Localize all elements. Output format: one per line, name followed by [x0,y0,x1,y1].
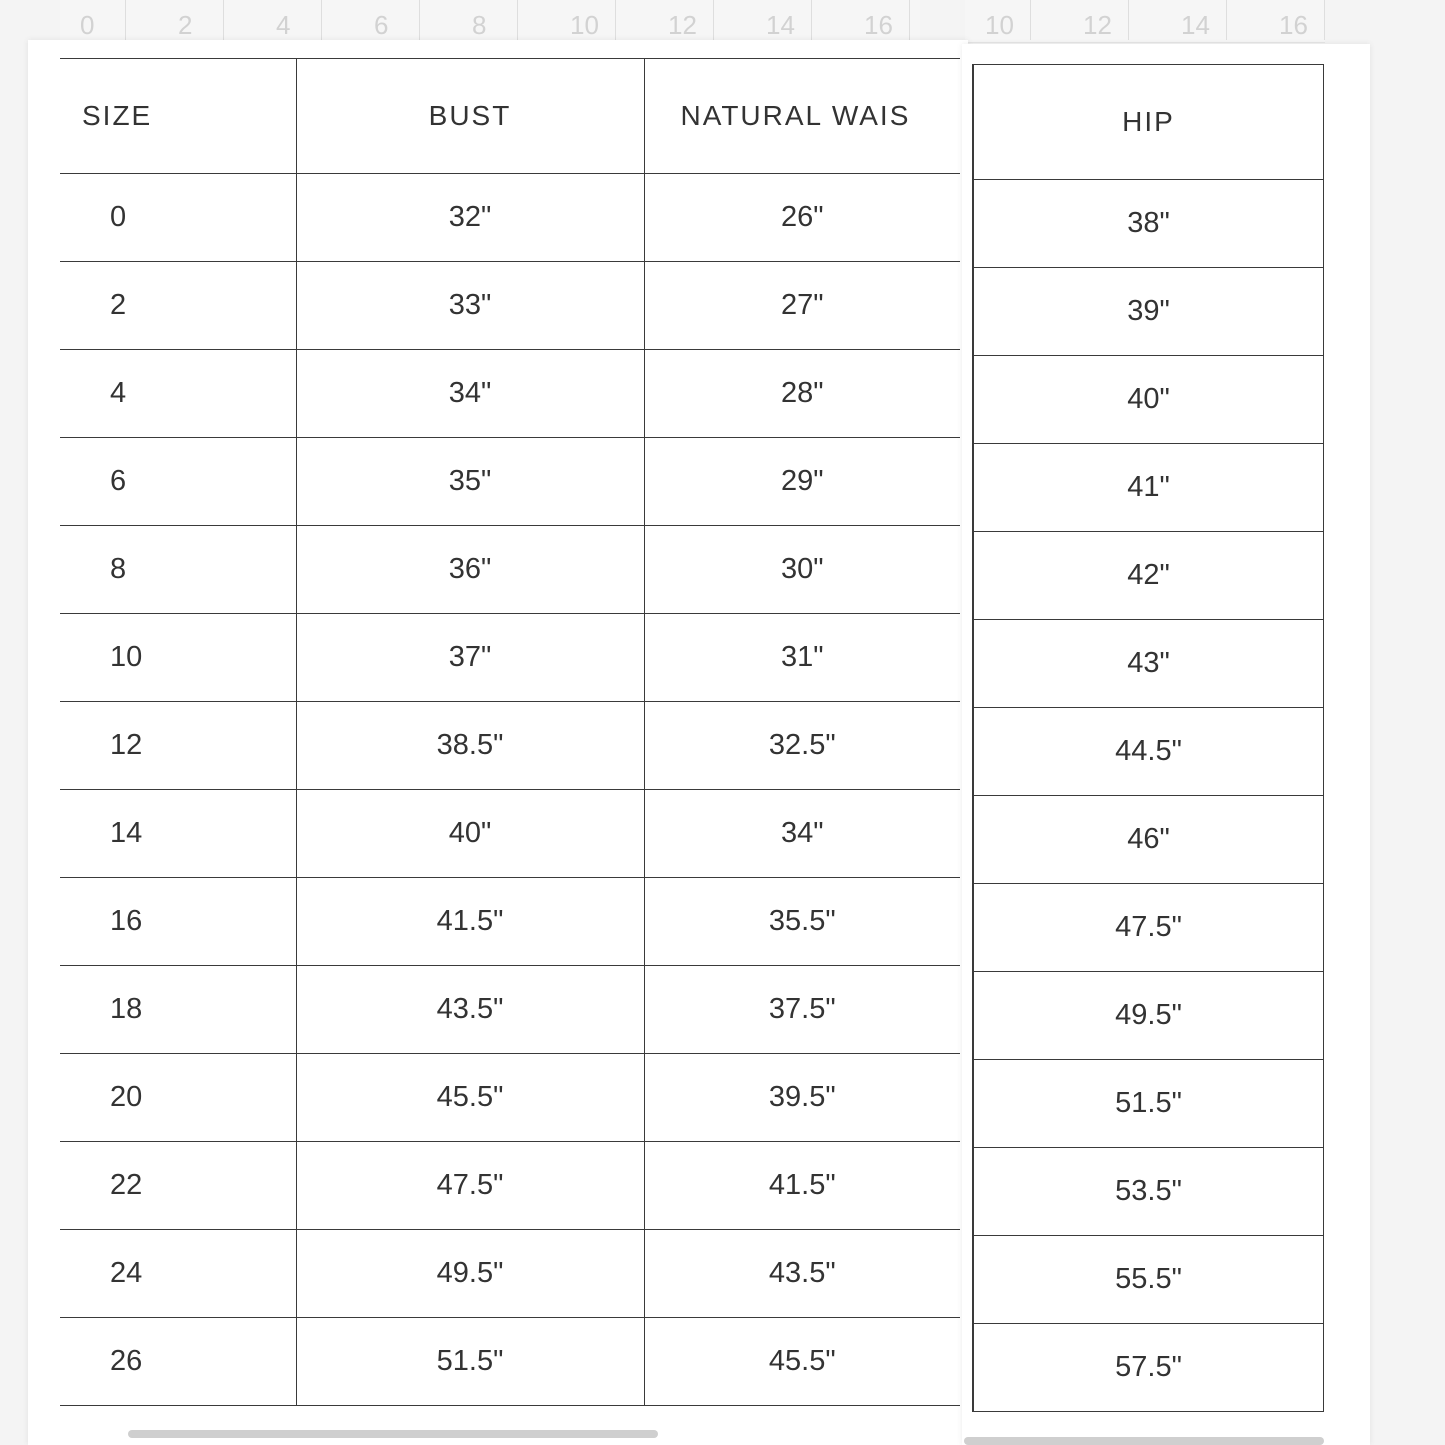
ruler-tick [713,0,714,40]
ruler-number: 6 [374,10,389,40]
ruler-number: 10 [570,10,599,40]
bust-cell: 45.5" [296,1054,644,1142]
table-row [60,526,960,614]
size-cell: 6 [60,438,296,526]
ruler-number: 4 [276,10,291,40]
waist-cell: 27" [644,262,960,350]
bust-cell: 38.5" [296,702,644,790]
hip-cell: 55.5" [973,1236,1324,1324]
waist-cell: 30" [644,526,960,614]
table-row [60,1142,960,1230]
bust-cell: 43.5" [296,966,644,1054]
table-row [60,1318,960,1406]
waist-cell: 41.5" [644,1142,960,1230]
waist-cell: 43.5" [644,1230,960,1318]
table-row [60,262,960,350]
ruler-tick [1128,0,1129,40]
size-cell: 26 [60,1318,296,1406]
table-row [973,972,1324,1060]
bust-cell: 36" [296,526,644,614]
table-row [973,356,1324,444]
bust-cell: 49.5" [296,1230,644,1318]
natural-waist-column-header: NATURAL WAIS [644,59,960,174]
size-cell: 20 [60,1054,296,1142]
table-row [60,438,960,526]
table-row [973,1060,1324,1148]
ruler-tick [811,0,812,40]
ruler-tick [517,0,518,40]
table-header-row [60,59,960,174]
bust-cell: 33" [296,262,644,350]
ruler-number: 8 [472,10,487,40]
size-cell: 10 [60,614,296,702]
table-row [973,532,1324,620]
hip-cell: 38" [973,180,1324,268]
horizontal-scrollbar[interactable] [128,1430,658,1438]
hip-column-header: HIP [973,65,1324,180]
table-row [60,174,960,262]
size-cell: 8 [60,526,296,614]
hip-cell: 39" [973,268,1324,356]
ruler-number: 12 [668,10,697,40]
ruler-tick [909,0,910,40]
hip-cell: 43" [973,620,1324,708]
size-cell: 0 [60,174,296,262]
hip-cell: 57.5" [973,1324,1324,1412]
ruler-tick [223,0,224,40]
bust-cell: 32" [296,174,644,262]
waist-cell: 37.5" [644,966,960,1054]
waist-cell: 26" [644,174,960,262]
hip-cell: 44.5" [973,708,1324,796]
waist-cell: 28" [644,350,960,438]
size-chart-table [60,58,960,1406]
hip-cell: 47.5" [973,884,1324,972]
bust-column-header: BUST [296,59,644,174]
size-chart-panel [28,40,968,1445]
table-row [60,614,960,702]
bust-cell: 47.5" [296,1142,644,1230]
table-row [60,702,960,790]
size-cell: 22 [60,1142,296,1230]
ruler-number: 16 [864,10,893,40]
hip-cell: 51.5" [973,1060,1324,1148]
table-row [60,350,960,438]
waist-cell: 31" [644,614,960,702]
table-row [973,884,1324,972]
hip-cell: 46" [973,796,1324,884]
table-row [973,796,1324,884]
waist-cell: 35.5" [644,878,960,966]
ruler-number: 12 [1083,10,1112,40]
background-ruler-right [965,0,1325,43]
size-cell: 24 [60,1230,296,1318]
ruler-number: 0 [80,10,95,40]
size-cell: 12 [60,702,296,790]
ruler-number: 14 [1181,10,1210,40]
ruler-number: 10 [985,10,1014,40]
ruler-number: 16 [1279,10,1308,40]
waist-cell: 34" [644,790,960,878]
table-row [973,1236,1324,1324]
waist-cell: 45.5" [644,1318,960,1406]
size-column-header: SIZE [60,59,296,174]
waist-cell: 39.5" [644,1054,960,1142]
hip-cell: 53.5" [973,1148,1324,1236]
table-row [60,1230,960,1318]
table-row [60,878,960,966]
bust-cell: 34" [296,350,644,438]
hip-chart-table [972,64,1324,1412]
table-row [973,1324,1324,1412]
table-row [973,708,1324,796]
waist-cell: 29" [644,438,960,526]
hip-cell: 49.5" [973,972,1324,1060]
bust-cell: 41.5" [296,878,644,966]
bust-cell: 51.5" [296,1318,644,1406]
hip-cell: 40" [973,356,1324,444]
ruler-tick [125,0,126,40]
size-cell: 14 [60,790,296,878]
ruler-tick [1324,0,1325,40]
hip-cell: 41" [973,444,1324,532]
ruler-number: 14 [766,10,795,40]
table-row [973,444,1324,532]
table-row [60,1054,960,1142]
bust-cell: 40" [296,790,644,878]
size-cell: 18 [60,966,296,1054]
size-cell: 4 [60,350,296,438]
ruler-tick [419,0,420,40]
waist-cell: 32.5" [644,702,960,790]
table-row [973,180,1324,268]
hip-chart-panel [962,44,1370,1445]
bust-cell: 37" [296,614,644,702]
hip-cell: 42" [973,532,1324,620]
table-row [973,1148,1324,1236]
ruler-tick [1030,0,1031,40]
horizontal-scrollbar-right[interactable] [964,1437,1324,1445]
background-ruler [60,0,920,43]
table-row [973,268,1324,356]
table-row [60,790,960,878]
ruler-tick [1226,0,1227,40]
ruler-number: 2 [178,10,193,40]
bust-cell: 35" [296,438,644,526]
size-cell: 2 [60,262,296,350]
ruler-tick [321,0,322,40]
table-header-row [973,65,1324,180]
size-cell: 16 [60,878,296,966]
table-row [973,620,1324,708]
ruler-tick [615,0,616,40]
table-row [60,966,960,1054]
